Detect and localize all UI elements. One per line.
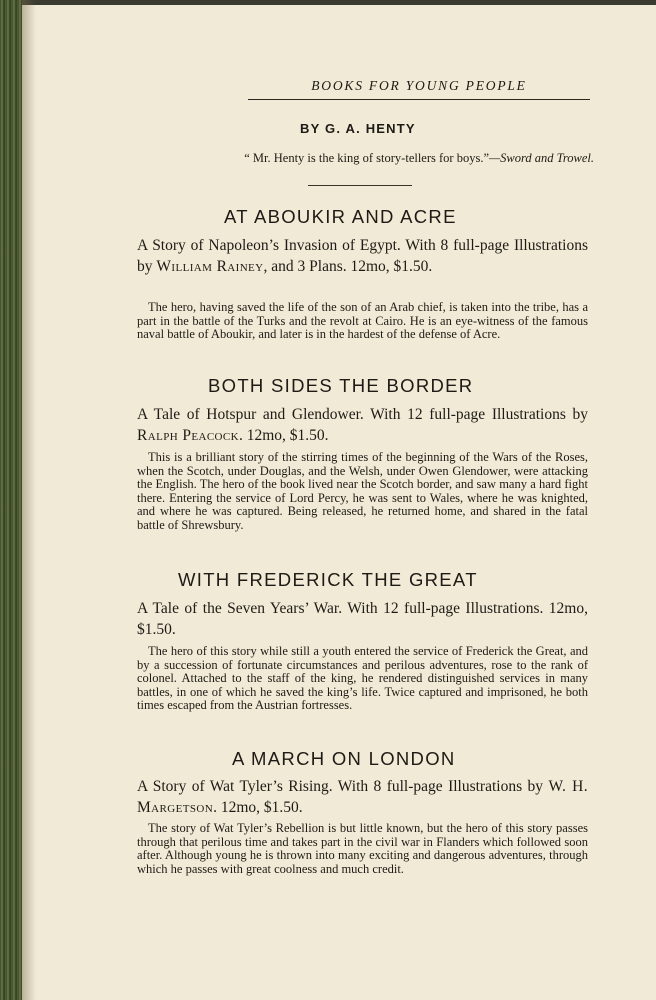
book-blurb: This is a brilliant story of the stirring times of the beginning of the Wars of the Roses, when the Scotch, under Douglas, and the Welsh, under Owen Glendower, were attacking the English. The hero of the book lived near the Scotch border, and saw many a hard fight there. Entering the service of Lord Percy, he was sent to Wales, where he was knighted, and where he was captured. Being released, he returned home, and shared in the fatal battle of Shrewsbury. — [137, 450, 588, 532]
book-description — [137, 598, 588, 640]
book-binding — [0, 0, 22, 1000]
description-text-end: . 12mo, $1.50. — [213, 799, 303, 816]
description-text: A Tale of the Seven Years’ War. With 12 full-page Illustrations. 12mo, $1.50. — [137, 600, 588, 638]
section-divider — [308, 185, 412, 186]
author-heading: BY G. A. HENTY — [300, 121, 416, 136]
running-head-rule — [248, 99, 590, 100]
illustrator-name: William Rainey — [156, 258, 264, 275]
illustrator-name: Ralph Peacock — [137, 427, 239, 444]
book-description — [137, 776, 588, 818]
description-text: A Story of Napoleon’s Invasion of Egypt. With 8 full-page Illustrations by — [137, 237, 588, 275]
book-title: WITH FREDERICK THE GREAT — [178, 569, 478, 590]
page-top-edge — [0, 0, 656, 5]
description-text: A Story of Wat Tyler’s Rising. With 8 full-page Illustrations by — [137, 778, 549, 795]
book-blurb: The hero, having saved the life of the son of an Arab chief, is taken into the tribe, has a part in the battle of the Turks and the revolt at Cairo. He is an eye-witness of the famous naval battle of Aboukir, and later is in the hardest of the defense of Acre. — [137, 300, 588, 342]
gutter-shadow — [22, 0, 36, 1000]
description-text-end: . 12mo, $1.50. — [238, 427, 329, 444]
epigraph — [150, 151, 594, 166]
book-blurb: The hero of this story while still a youth entered the service of Frederick the Great, and by a succession of fortunate circumstances and perilous adventures, rose to the rank of colonel. Attached to the staff of the king, he rendered distinguished services in many battles, in one of which he saved the king’s life. Twice captured and imprisoned, he both times escaped from the Austrian fortresses. — [137, 644, 588, 713]
epigraph-source: —Sword and Trowel. — [489, 151, 594, 165]
epigraph-quote: “ Mr. Henty is the king of story-tellers for boys.” — [244, 151, 489, 165]
illustrator-name: W. H. Margetson — [137, 778, 588, 816]
description-text: A Tale of Hotspur and Glendower. With 12 full-page Illustrations by — [137, 406, 588, 423]
book-title: AT ABOUKIR AND ACRE — [224, 206, 457, 227]
book-title: BOTH SIDES THE BORDER — [208, 375, 474, 396]
description-text-end: , and 3 Plans. 12mo, $1.50. — [263, 258, 433, 275]
running-head-text: BOOKS FOR YOUNG PEOPLE — [311, 78, 527, 93]
book-description — [137, 235, 588, 277]
book-description — [137, 404, 588, 446]
book-blurb: The story of Wat Tyler’s Rebellion is but little known, but the hero of this story passes through that perilous time and takes part in the civil war in Flanders which followed soon after. Although young he is thrown into many exciting and dangerous adventures, through which he passes with great coolness and much credit. — [137, 821, 588, 876]
book-title: A MARCH ON LONDON — [232, 748, 456, 769]
